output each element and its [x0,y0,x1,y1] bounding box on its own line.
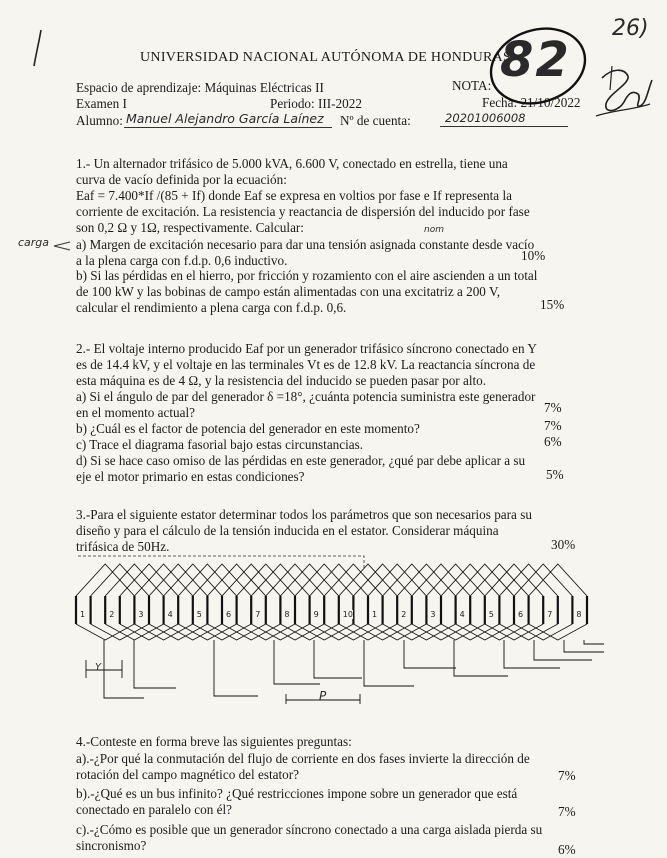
q1-line-10: calcular el rendimiento a plena carga con f.d.p. 0,6. [76,300,347,315]
q2-line-9: eje el motor primario en estas condiciones? [76,469,305,484]
stator-winding-diagram [64,548,604,720]
pen-stroke-mark [28,28,48,68]
slot-number-label: 2 [109,610,115,619]
q1-line-8: b) Si las pérdidas en el hierro, por fricción y rozamiento con el aire ascienden a un total [76,268,538,283]
q2c-percent: 6% [544,434,562,449]
q4c-line-1: c).-¿Cómo es posible que un generador síncrono conectado a una carga aislada pierda su [76,822,543,837]
slot-number-label: 5 [196,610,202,619]
q4c-line-2: sincronismo? [76,838,147,853]
slot-number-label: 3 [430,610,436,619]
q1-line-9: de 100 kW y las bobinas de campo están alimentadas con una excitatriz a 200 V, [76,284,501,299]
phase-lead [134,640,176,688]
student-label: Alumno: [76,113,123,128]
slot-number-label: 4 [167,610,173,619]
student-name: Manuel Alejandro García Laínez [126,111,324,126]
q2-line-3: esta máquina es de 4 Ω, y la resistencia del inducido se pueden pasar por alto. [76,373,487,388]
phase-lead [584,640,604,644]
q4b-line-1: b).-¿Qué es un bus infinito? ¿Qué restricciones impone sobre un generador que está [76,786,518,801]
date-label: Fecha: 21/10/2022 [482,95,581,110]
q4-intro: 4.-Conteste en forma breve las siguientes preguntas: [76,734,352,749]
y-pitch-label: Y [95,662,102,673]
slot-number-label: 5 [488,610,494,619]
q1-line-2: curva de vacío definida por la ecuación: [76,172,287,187]
q1-line-7: a la plena carga con f.d.p. 0,6 inductivo. [76,253,288,268]
q2-line-5: en el momento actual? [76,405,196,420]
q3-line-1: 3.-Para el siguiente estator determinar todos los parámetros que son necesarios para su [76,507,532,522]
q2d-percent: 5% [546,467,564,482]
margin-note: carga [18,236,50,249]
phase-lead [104,640,144,698]
q1-line-3: Eaf = 7.400*If /(85 + If) donde Eaf se expresa en voltios por fase e If representa la [76,188,512,203]
q4b-line-2: conectado en paralelo con él? [76,802,232,817]
q2-line-1: 2.- El voltaje interno producido Eaf por un generador trifásico síncrono conectado en Y [76,341,537,356]
phase-lead [364,640,414,686]
q1b-percent: 15% [540,297,565,312]
slot-number-label: 8 [576,610,582,619]
slot-number-label: 1 [80,610,86,619]
q1-line-6: a) Margen de excitación necesario para dar una tensión asignada constante desde vacío [76,237,535,252]
phase-lead [454,640,508,676]
phase-lead [274,640,320,684]
phase-lead [534,640,592,660]
note-nom: nom [424,225,444,235]
q2b-percent: 7% [544,418,562,433]
phase-lead [214,640,258,696]
q3-percent: 30% [551,537,576,552]
slot-number-label: 4 [459,610,465,619]
p-pitch-label: P [319,689,327,703]
account-label: Nº de cuenta: [340,113,411,128]
corner-mark: 26) [612,16,649,41]
slot-number-label: 1 [372,610,378,619]
q2-line-8: d) Si se hace caso omiso de las pérdidas en este generador, ¿qué par debe aplicar a su [76,453,526,468]
q2-line-2: es de 14.4 kV, y el voltaje en las terminales Vt es de 12.8 kV. La reactancia síncrona de [76,357,536,372]
q2-line-6: b) ¿Cuál es el factor de potencia del generador en este momento? [76,421,420,436]
slot-number-label: 9 [313,610,319,619]
q4a-line-1: a).-¿Por qué la conmutación del flujo de corriente en dos fases invierte la dirección de [76,751,530,766]
margin-arrow [50,236,72,256]
q1-line-4: corriente de excitación. La resistencia y reactancia de dispersión del inducido por fase [76,204,530,219]
q2a-percent: 7% [544,400,562,415]
q2-line-4: a) Si el ángulo de par del generador δ =18°, ¿cuánta potencia suministra este generador [76,389,536,404]
q4a-line-2: rotación del campo magnético del estator? [76,767,299,782]
q1-line-1: 1.- Un alternador trifásico de 5.000 kVA, 6.600 V, conectado en estrella, tiene una [76,156,508,171]
q3-line-2: diseño y para el cálculo de la tensión inducida en el estator. Considerar máquina [76,523,499,538]
winding-drawing [64,548,604,720]
slot-number-label: 2 [401,610,407,619]
q4a-percent: 7% [558,768,576,783]
slot-number-label: 10 [342,610,353,619]
slot-number-label: 3 [138,610,144,619]
grade-label: NOTA: [452,78,492,93]
q1a-percent: 10% [521,248,546,263]
q1-line-5: son 0,2 Ω y 1Ω, respectivamente. Calcular: [76,220,304,235]
signature [588,60,658,122]
exam-label: Examen I [76,96,127,111]
slot-number-label: 6 [518,610,524,619]
slot-number-label: 8 [284,610,290,619]
period-label: Periodo: III-2022 [270,96,362,111]
course-label: Espacio de aprendizaje: Máquinas Eléctricas II [76,80,324,95]
grade-value: 82 [500,32,571,88]
account-number: 20201006008 [445,111,526,125]
q4b-percent: 7% [558,804,576,819]
phase-lead [314,640,362,678]
slot-number-label: 6 [226,610,232,619]
university-title: UNIVERSIDAD NACIONAL AUTÓNOMA DE HONDURAS [140,50,512,65]
phase-lead [504,640,560,668]
q3-line-3: trifásica de 50Hz. [76,539,170,554]
slot-number-label: 7 [547,610,553,619]
phase-lead [404,640,456,668]
q2-line-7: c) Trace el diagrama fasorial bajo estas circunstancias. [76,437,364,452]
slot-number-label: 7 [255,610,261,619]
q4c-percent: 6% [558,842,576,857]
